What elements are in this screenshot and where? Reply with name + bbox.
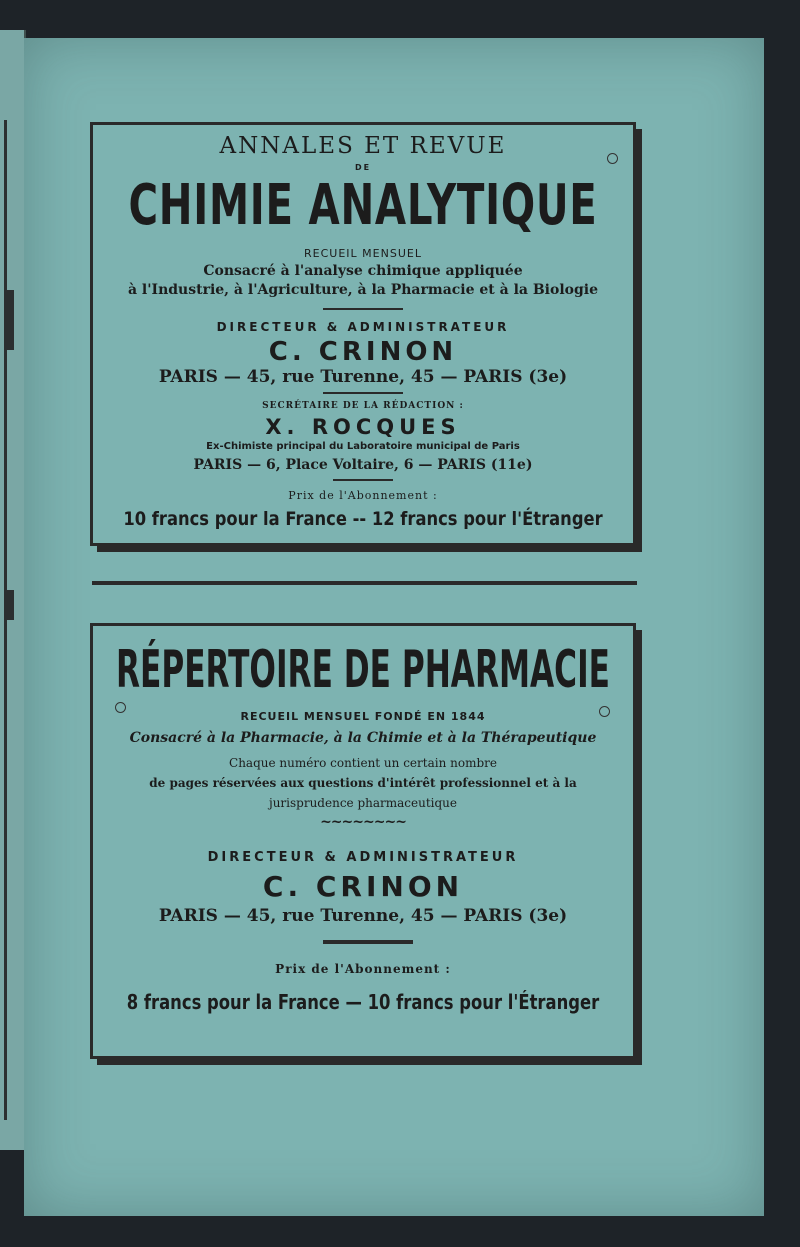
repertoire-director-name: C. CRINON	[262, 870, 464, 903]
repertoire-subtitle: RECUEIL MENSUEL FONDÉ EN 1844	[240, 710, 486, 723]
divider	[323, 308, 403, 310]
divider	[333, 479, 393, 481]
annales-price-label: Prix de l'Abonnement :	[288, 489, 438, 502]
annales-subtitle: RECUEIL MENSUEL	[304, 247, 422, 260]
repertoire-price: 8 francs pour la France — 10 francs pour l'Étranger	[126, 990, 600, 1014]
repertoire-tagline: Consacré à la Pharmacie, à la Chimie et à la Thérapeutique	[129, 730, 597, 746]
repertoire-director-label: DIRECTEUR & ADMINISTRATEUR	[207, 850, 519, 865]
ornament: ~~~~~~~~	[320, 814, 406, 830]
annales-secretary-address: PARIS — 6, Place Voltaire, 6 — PARIS (11e)	[193, 457, 533, 473]
annales-de: DE	[354, 163, 372, 172]
annales-secretary-name: X. ROCQUES	[265, 415, 461, 439]
repertoire-ad	[90, 623, 636, 1059]
page	[24, 38, 764, 1216]
speckle	[607, 153, 618, 164]
repertoire-price-label: Prix de l'Abonnement :	[275, 962, 451, 976]
annales-director-address: PARIS — 45, rue Turenne, 45 — PARIS (3e)	[158, 367, 568, 387]
spine-border	[4, 120, 17, 1120]
divider	[323, 392, 403, 394]
annales-price: 10 francs pour la France -- 12 francs pour l'Étranger	[123, 508, 603, 530]
spine-mark	[4, 290, 14, 350]
annales-director-name: C. CRINON	[268, 337, 458, 367]
annales-desc-2: à l'Industrie, à l'Agriculture, à la Pharmacie et à la Biologie	[127, 282, 599, 298]
repertoire-title: RÉPERTOIRE DE PHARMACIE	[116, 640, 610, 700]
annales-title: CHIMIE ANALYTIQUE	[128, 173, 598, 238]
annales-secretary-label: SECRÉTAIRE DE LA RÉDACTION :	[262, 401, 464, 411]
annales-desc-1: Consacré à l'analyse chimique appliquée	[203, 263, 523, 279]
annales-secretary-title: Ex-Chimiste principal du Laboratoire municipal de Paris	[206, 441, 520, 452]
repertoire-desc-1: Chaque numéro contient un certain nombre	[229, 756, 497, 770]
separator-rule	[92, 581, 637, 585]
speckle	[599, 706, 610, 717]
annales-heading: ANNALES ET REVUE	[219, 133, 507, 159]
repertoire-desc-3: jurisprudence pharmaceutique	[268, 796, 458, 810]
annales-director-label: DIRECTEUR & ADMINISTRATEUR	[216, 320, 510, 334]
divider	[323, 940, 413, 944]
book-spine	[0, 30, 26, 1150]
spine-mark	[4, 590, 14, 620]
repertoire-director-address: PARIS — 45, rue Turenne, 45 — PARIS (3e)	[158, 906, 568, 926]
annales-ad	[90, 122, 636, 546]
speckle	[115, 702, 126, 713]
repertoire-desc-2: de pages réservées aux questions d'intérêt professionnel et à la	[149, 776, 577, 790]
